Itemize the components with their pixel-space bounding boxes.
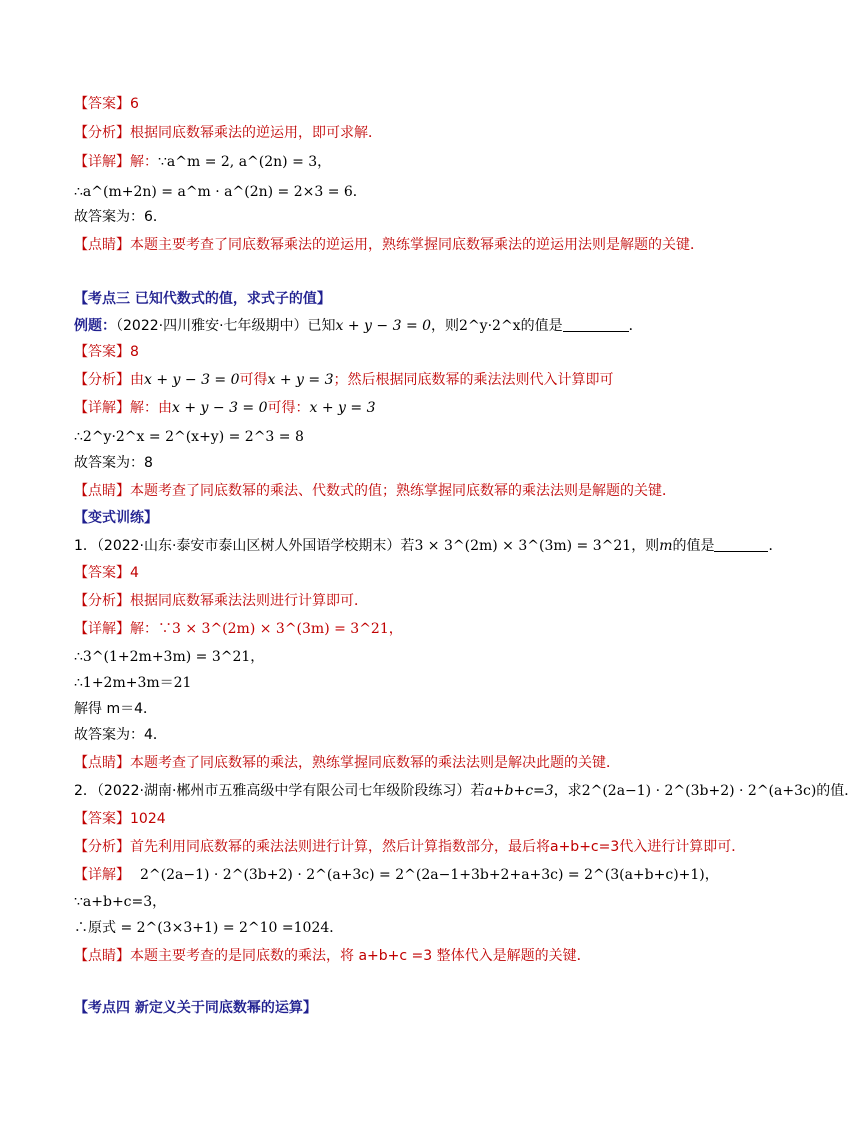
variant2-cond: a+b+c=3: [484, 783, 554, 799]
analysis-line: [74, 836, 745, 858]
answer-value: 8: [130, 344, 139, 360]
comment-text: 本题考查了同底数幂的乘法、代数式的值；熟练掌握同底数幂的乘法法则是解题的关键．: [130, 483, 676, 499]
answer-line: [74, 562, 139, 584]
detail-text: 解：∵3 × 3^(2m) × 3^(3m) = 3^21，: [130, 621, 403, 637]
detail-step: ∴3^(1+2m+3m) = 3^21，: [74, 649, 265, 665]
detail-prefix: 解：: [130, 154, 158, 170]
conclusion-line: 故答案为：4．: [74, 727, 167, 743]
analysis-res: x + y = 3: [267, 372, 334, 388]
answer-blank: [714, 537, 768, 552]
answer-tag: 【答案】: [74, 96, 130, 112]
variant1-text-a: 1．（2022·山东·泰安市泰山区树人外国语学校期末）若: [74, 538, 415, 554]
detail-calc: ∴2^y·2^x = 2^(x+y) = 2^3 = 8: [74, 429, 304, 445]
detail-res: x + y = 3: [309, 400, 376, 416]
variant2-text-a: 2．（2022·湖南·郴州市五雅高级中学有限公司七年级阶段练习）若: [74, 783, 485, 799]
detail-expr: 2^(2a−1) · 2^(3b+2) · 2^(a+3c) = 2^(2a−1+3b+2+a+3c) = 2^(3(a+b+c)+1)，: [140, 867, 719, 883]
variant1-text-b: ，则: [631, 538, 660, 554]
variant2-question: [74, 780, 858, 802]
example-line: 例题：（2022·四川雅安·七年级期中）已知x + y − 3 = 0，则2^y·2^x的值是 ．: [74, 318, 643, 334]
variant2-text-b: ，求: [553, 783, 582, 799]
comment-text: 本题考查了同底数幂的乘法，熟练掌握同底数幂的乘法法则是解决此题的关键．: [130, 755, 620, 771]
detail-tag: 【详解】: [74, 621, 130, 637]
detail-step: ∴1+2m+3m＝21: [74, 675, 192, 691]
analysis-b: 可得: [239, 372, 268, 388]
variant-heading: 【变式训练】: [74, 510, 158, 526]
answer-tag: 【答案】: [74, 565, 130, 581]
comment-tag: 【点睛】: [74, 237, 130, 253]
analysis-text: 根据同底数幂乘法法则进行计算即可．: [130, 593, 368, 609]
comment-tag: 【点睛】: [74, 483, 130, 499]
example-expr: 2^y·2^x: [459, 318, 521, 334]
section-title: 【考点四 新定义关于同底数幂的运算】: [74, 1000, 317, 1016]
analysis-a: 由: [130, 372, 144, 388]
variant1-var: m: [659, 538, 673, 554]
analysis-text: 首先利用同底数幂的乘法法则进行计算，然后计算指数部分，最后将a+b+c=3代入进行计算即可．: [130, 839, 746, 855]
detail-b: 可得：: [267, 400, 310, 416]
detail-tag: 【详解】: [74, 867, 130, 883]
comment-line: [74, 234, 704, 256]
analysis-tag: 【分析】: [74, 839, 130, 855]
variant2-expr: 2^(2a−1) · 2^(3b+2) · 2^(a+3c): [581, 783, 817, 799]
detail-given: ∵a+b+c=3，: [74, 894, 167, 910]
detail-step: 解得 m＝4．: [74, 701, 157, 717]
comment-text: 本题主要考查了同底数幂乘法的逆运用，熟练掌握同底数幂乘法的逆运用法则是解题的关键．: [130, 237, 704, 253]
detail-result: ∴原式 = 2^(3×3+1) = 2^10 =1024．: [74, 920, 344, 936]
detail-line: [74, 618, 403, 640]
answer-line: [74, 808, 166, 830]
comment-text: 本题主要考查的是同底数的乘法，将 a+b+c =3 整体代入是解题的关键．: [130, 948, 591, 964]
detail-cond: x + y − 3 = 0: [172, 400, 268, 416]
detail-given: ∵a^m = 2, a^(2n) = 3，: [158, 154, 332, 170]
answer-tag: 【答案】: [74, 344, 130, 360]
detail-tag: 【详解】: [74, 400, 130, 416]
detail-line: [74, 151, 331, 173]
comment-tag: 【点睛】: [74, 948, 130, 964]
variant1-text-c: 的值是: [672, 538, 715, 554]
analysis-line: [74, 122, 382, 144]
answer-value: 6: [130, 96, 139, 112]
example-text2: ，则: [431, 318, 460, 334]
example-text: （2022·四川雅安·七年级期中）已知: [116, 318, 336, 334]
analysis-tag: 【分析】: [74, 372, 130, 388]
answer-value: 1024: [130, 811, 166, 827]
analysis-text: 根据同底数幂乘法的逆运用，即可求解．: [130, 125, 382, 141]
answer-line: [74, 93, 139, 115]
comment-tag: 【点睛】: [74, 755, 130, 771]
answer-value: 4: [130, 565, 139, 581]
analysis-line: [74, 590, 368, 612]
analysis-tag: 【分析】: [74, 593, 130, 609]
comment-line: [74, 752, 620, 774]
example-label: 例题：: [74, 318, 116, 334]
analysis-line: [74, 369, 614, 391]
comment-line: [74, 945, 591, 967]
detail-calc: ∴a^(m+2n) = a^m · a^(2n) = 2×3 = 6．: [74, 184, 367, 200]
conclusion-line: 故答案为：8: [74, 455, 153, 471]
detail-a: 解：由: [130, 400, 172, 416]
section-title: 【考点三 已知代数式的值，求式子的值】: [74, 291, 331, 307]
variant2-text-c: 的值．: [816, 783, 858, 799]
answer-line: [74, 341, 139, 363]
example-text3: 的值是: [520, 318, 563, 334]
analysis-tag: 【分析】: [74, 125, 130, 141]
analysis-cond: x + y − 3 = 0: [144, 372, 240, 388]
variant1-expr: 3 × 3^(2m) × 3^(3m) = 3^21: [414, 538, 632, 554]
variant1-question: 1．（2022·山东·泰安市泰山区树人外国语学校期末）若3 × 3^(2m) × 3^(3m) = 3^21，则m的值是 ．: [74, 538, 783, 554]
answer-tag: 【答案】: [74, 811, 130, 827]
comment-line: [74, 480, 676, 502]
detail-line: [74, 864, 719, 886]
conclusion-line: 故答案为：6．: [74, 209, 167, 225]
detail-line: [74, 397, 376, 419]
analysis-c: ；然后根据同底数幂的乘法法则代入计算即可: [333, 372, 614, 388]
answer-blank: [563, 317, 629, 332]
example-cond: x + y − 3 = 0: [335, 318, 432, 334]
detail-tag: 【详解】: [74, 154, 130, 170]
